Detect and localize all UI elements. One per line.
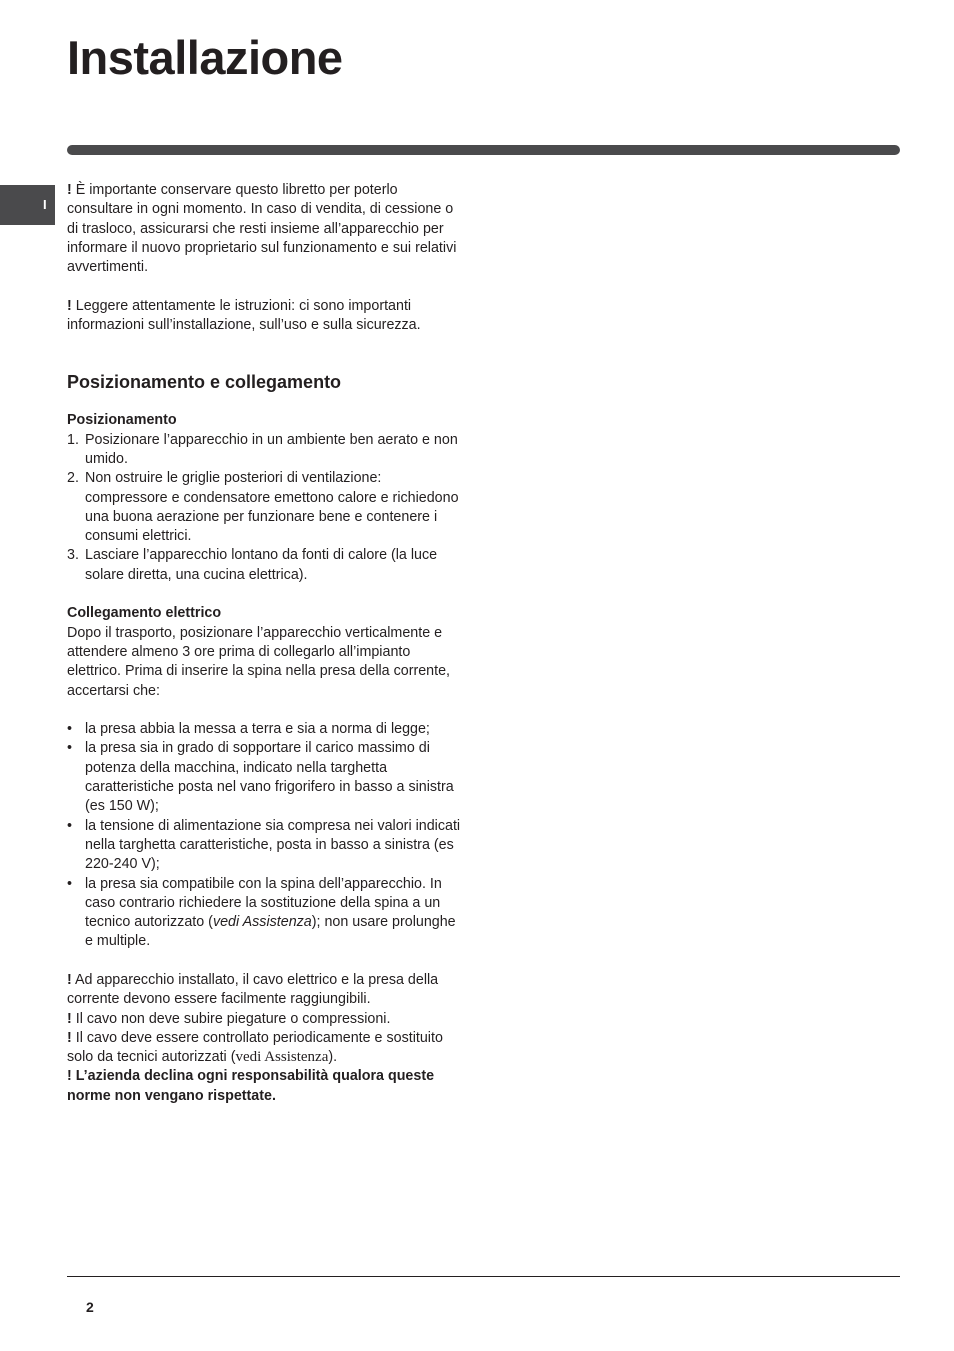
electrical-heading: Collegamento elettrico	[67, 605, 222, 622]
list-item: • la tensione di alimentazione sia compresa nei valori indicati nella targhetta caratteristiche, posta in basso a sinistra (es 220-240 V);	[67, 817, 461, 873]
warning-paragraph: ! Il cavo non deve subire piegature o compressioni.	[67, 1010, 391, 1027]
section-heading: Posizionamento e collegamento	[67, 372, 342, 393]
list-item: 1. Posizionare l’apparecchio in un ambiente ben aerato e non umido.	[67, 431, 458, 467]
list-item: • la presa sia compatibile con la spina dell’apparecchio. In caso contrario richiedere la sostituzione della spina a un tecnico autorizzato (vedi Assistenza); non usare prolunghe e multiple.	[67, 875, 456, 950]
intro-paragraph-1: ! È importante conservare questo libretto per poterlo consultare in ogni momento. In caso di vendita, di cessione o di trasloco, assicurarsi che resti insieme all’apparecchio per informare il nuovo proprietario sul funzionamento e sui relativi avvertimenti.	[67, 182, 457, 276]
warning-paragraph: ! Ad apparecchio installato, il cavo elettrico e la presa della corrente devono essere facilmente raggiungibili.	[67, 971, 439, 1008]
header-divider-bar	[67, 145, 900, 155]
positioning-heading: Posizionamento	[67, 412, 177, 429]
content-column	[67, 181, 467, 1106]
list-item: 3. Lasciare l’apparecchio lontano da fonti di calore (la luce solare diretta, una cucina elettrica).	[67, 547, 438, 583]
assistance-reference: vedi Assistenza	[235, 1049, 329, 1066]
warning-mark: !	[67, 297, 72, 314]
page-number: 2	[86, 1299, 94, 1315]
warning-mark: !	[67, 971, 72, 988]
list-item: • la presa abbia la messa a terra e sia a norma di legge;	[67, 721, 430, 738]
assistance-reference: vedi Assistenza	[212, 914, 312, 931]
list-item: 2. Non ostruire le griglie posteriori di ventilazione: compressore e condensatore emettono calore e richiedono una buona aerazione per funzionare bene e contenere i consumi elettrici.	[67, 470, 459, 545]
warning-mark: !	[67, 1068, 72, 1085]
language-tab	[0, 185, 55, 225]
electrical-intro: Dopo il trasporto, posizionare l’apparecchio verticalmente e attendere almeno 3 ore prima di collegarlo all’impianto elettrico. Prima di inserire la spina nella presa della corrente, accertarsi che:	[67, 624, 451, 699]
warning-paragraph: ! Il cavo deve essere controllato periodicamente e sostituito solo da tecnici autorizzati (vedi Assistenza).	[67, 1029, 443, 1066]
warning-mark: !	[67, 1010, 72, 1027]
warning-mark: !	[67, 1029, 72, 1046]
page-title: Installazione	[67, 31, 343, 84]
footer-rule	[67, 1276, 900, 1277]
list-item: • la presa sia in grado di sopportare il carico massimo di potenza della macchina, indicato nella targhetta caratteristiche posta nel vano frigorifero in basso a sinistra (es 150 W);	[67, 740, 454, 815]
liability-warning: ! L’azienda declina ogni responsabilità qualora queste norme non vengano rispettate.	[67, 1068, 435, 1104]
language-tab-label: I	[43, 197, 47, 212]
warning-mark: !	[67, 182, 72, 198]
intro-paragraph-2: ! Leggere attentamente le istruzioni: ci sono importanti informazioni sull’installazione, sull’uso e sulla sicurezza.	[67, 297, 421, 334]
